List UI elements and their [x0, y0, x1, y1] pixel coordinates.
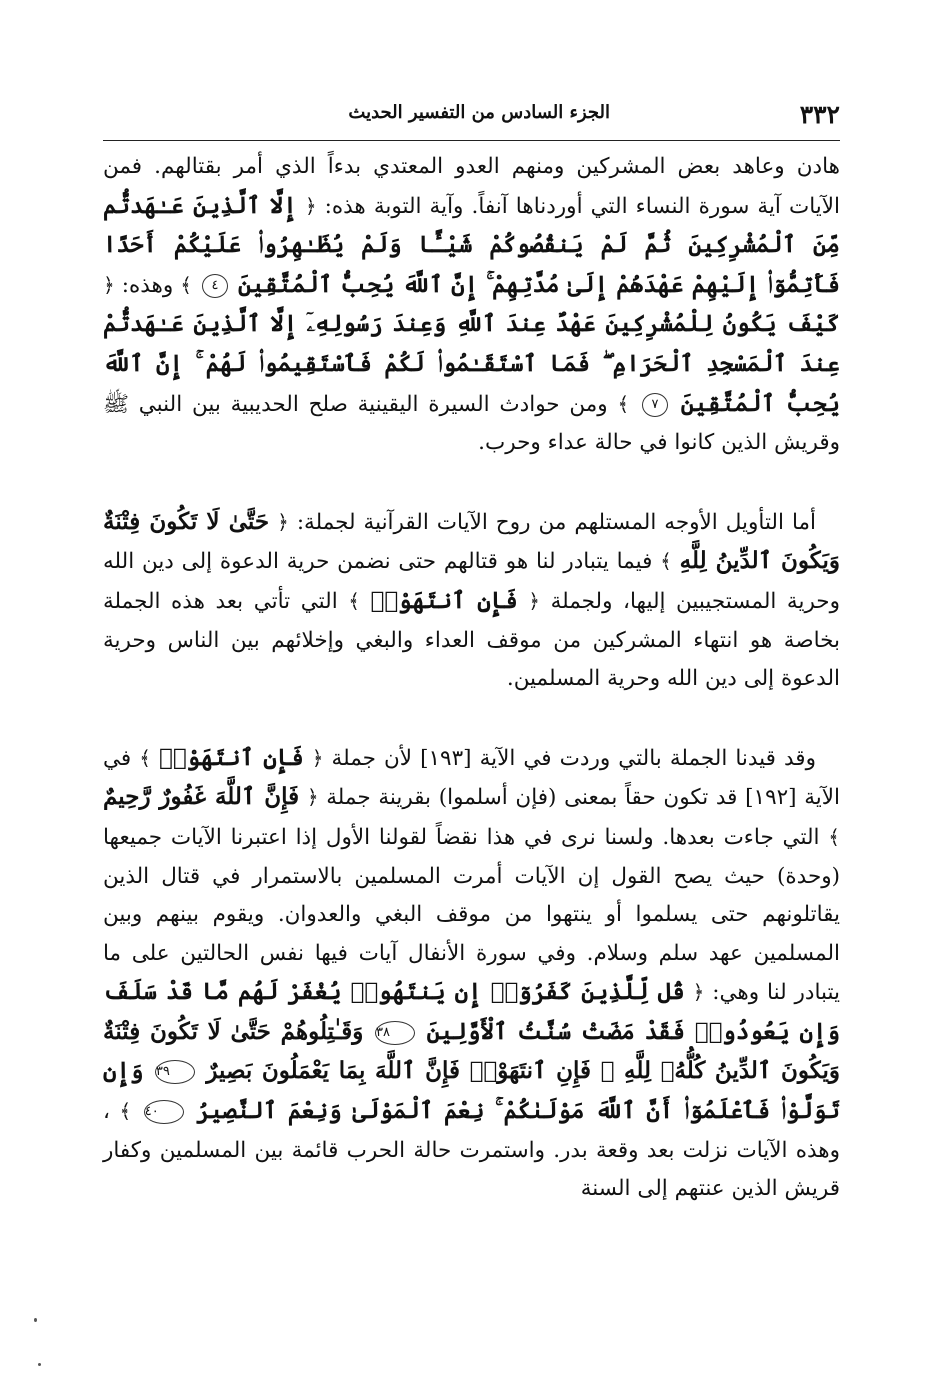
- body-text: في الآية [١٩٢] قد تكون حقاً بمعنى (فإن أسلموا) بقرينة جملة: [103, 745, 840, 811]
- quran-verse: فَإِنَّ ٱللَّهَ غَفُورٌ رَّحِيمٌ: [103, 783, 300, 811]
- quran-close-bracket: ﴾: [617, 391, 630, 416]
- verse-number-badge: ٣٨: [375, 1021, 415, 1045]
- quran-close-bracket: ﴾: [828, 824, 840, 849]
- body-text: فيما يتبادر لنا هو قتالهم حتى نضمن حرية الدعوة إلى دين الله وحرية المستجيبين إليها، ولجملة: [103, 549, 840, 614]
- quran-close-bracket: ﴾: [348, 588, 360, 613]
- quran-open-bracket: ﴿: [304, 193, 317, 218]
- quran-verse: حَتَّىٰ لَا تَكُونَ فِتْنَةٌ وَيَكُونَ ٱلدِّينُ لِلَّهِ: [103, 507, 840, 575]
- paragraph-1: [103, 148, 840, 463]
- quran-verse: فَإِنِ ٱنتَهَوْا۟: [370, 586, 518, 614]
- quran-open-bracket: ﴿: [306, 785, 319, 810]
- quran-open-bracket: ﴿: [528, 588, 541, 613]
- body-text: وهذه:: [121, 272, 174, 298]
- body-text: التي جاءت بعدها. ولسنا نرى في هذا نقضاً لقولنا الأول إذا اعتبرنا الآيات جميعها (وحدة) حيث يصح القول إن الآيات أمرت المسلمين بالاستمرار في قتال الذين يقاتلونهم حتى يسلموا أو ينتهوا من موقف البغي والعدوان. ويقوم بينهم وبين المسلمين عهد سلم وسلام. وفي سورة الأنفال آيات فيها نفس الحالتين على ما يتبادر لنا وهي:: [103, 824, 841, 1006]
- body-text: أما التأويل الأوجه المستلهم من روح الآيات القرآنية لجملة:: [296, 509, 816, 535]
- quran-close-bracket: ﴾: [660, 549, 672, 574]
- body-text: هادن وعاهد بعض المشركين ومنهم العدو المعتدي بدءاً الذي أمر بقتالهم. فمن الآيات آية سورة النساء التي أوردناها آنفاً. وآية التوبة هذه:: [103, 154, 841, 219]
- verse-number-badge: ٧: [642, 393, 668, 417]
- quran-verse: فَإِنِ ٱنتَهَوْا۟: [159, 743, 304, 771]
- running-title: الجزء السادس من التفسير الحديث: [348, 102, 610, 123]
- paragraph-gap: [103, 699, 840, 739]
- scan-speck: [38, 1363, 41, 1366]
- page-header: [103, 96, 840, 141]
- scan-speck: [34, 1318, 37, 1322]
- quran-open-bracket: ﴿: [103, 272, 115, 297]
- body-text: ومن حوادث السيرة اليقينية صلح الحديبية بين النبي ﷺ وقريش الذين كانوا في حالة عداء وحرب.: [103, 391, 840, 456]
- page-body: [103, 148, 840, 1209]
- quran-open-bracket: ﴿: [277, 509, 289, 534]
- quran-verse: كَيْفَ يَكُونُ لِلْمُشْرِكِينَ عَهْدٌ عِندَ ٱللَّهِ وَعِندَ رَسُولِهِۦٓ إِلَّا ٱلَّذِينَ عَـٰهَدتُّمْ عِندَ ٱلْمَسْجِدِ ٱلْحَرَامِ ۖ فَمَا ٱسْتَقَـٰمُوا۟ لَكُمْ فَٱسْتَقِيمُوا۟ لَهُمْ ۚ إِنَّ ٱللَّهَ يُحِبُّ ٱلْمُتَّقِينَ: [103, 310, 840, 417]
- quran-verse: قُل لِّلَّذِينَ كَفَرُوٓا۟ إِن يَنتَهُوا۟ يُغْفَرْ لَهُم مَّا قَدْ سَلَفَ وَإِن يَعُودُوا۟ فَقَدْ مَضَتْ سُنَّتُ ٱلْأَوَّلِينَ: [103, 978, 840, 1045]
- quran-verse: وَقَـٰتِلُوهُمْ حَتَّىٰ لَا تَكُونَ فِتْنَةٌ وَيَكُونَ ٱلدِّينُ كُلُّهُۥ لِلَّهِ ۚ فَإِنِ ٱنتَهَوْا۟ فَإِنَّ ٱللَّهَ بِمَا يَعْمَلُونَ بَصِيرٌ: [103, 1017, 840, 1085]
- body-text: ، وهذه الآيات نزلت بعد وقعة بدر. واستمرت حالة الحرب قائمة بين المسلمين وكفار قريش الذين عنتهم إلى السنة: [103, 1099, 840, 1202]
- body-text: التي تأتي بعد هذه الجملة بخاصة هو انتهاء المشركين من موقف العداء والبغي وإخلائهم بين الناس وحرية الدعوة إلى دين الله وحرية المسلمين.: [103, 588, 840, 692]
- paragraph-gap: [103, 463, 840, 503]
- quran-open-bracket: ﴿: [311, 745, 324, 770]
- verse-number-badge: ٤٠: [144, 1100, 184, 1124]
- paragraph-2: [103, 503, 840, 699]
- body-text: وقد قيدنا الجملة بالتي وردت في الآية [١٩٣] لأن جملة: [331, 745, 816, 771]
- paragraph-3: [103, 739, 840, 1209]
- quran-close-bracket: ﴾: [119, 1099, 132, 1124]
- quran-close-bracket: ﴾: [139, 745, 151, 770]
- quran-verse: وَإِن تَوَلَّوْا۟ فَٱعْلَمُوٓا۟ أَنَّ ٱللَّهَ مَوْلَىٰكُمْ ۚ نِعْمَ ٱلْمَوْلَىٰ وَنِعْمَ ٱلنَّصِيرُ: [103, 1057, 841, 1125]
- quran-verse: إِلَّا ٱلَّذِينَ عَـٰهَدتُّم مِّنَ ٱلْمُشْرِكِينَ ثُمَّ لَمْ يَنقُصُوكُمْ شَيْـًٔا وَلَمْ يُظَـٰهِرُوا۟ عَلَيْكُمْ أَحَدًا فَأَتِمُّوٓا۟ إِلَيْهِمْ عَهْدَهُمْ إِلَىٰ مُدَّتِهِمْ ۚ إِنَّ ٱللَّهَ يُحِبُّ ٱلْمُتَّقِينَ: [103, 191, 840, 298]
- verse-number-badge: ٤: [202, 274, 228, 298]
- page-number: ٣٣٢: [799, 100, 840, 129]
- verse-number-badge: ٣٩: [155, 1060, 195, 1084]
- quran-open-bracket: ﴿: [692, 980, 705, 1005]
- quran-close-bracket: ﴾: [180, 272, 192, 297]
